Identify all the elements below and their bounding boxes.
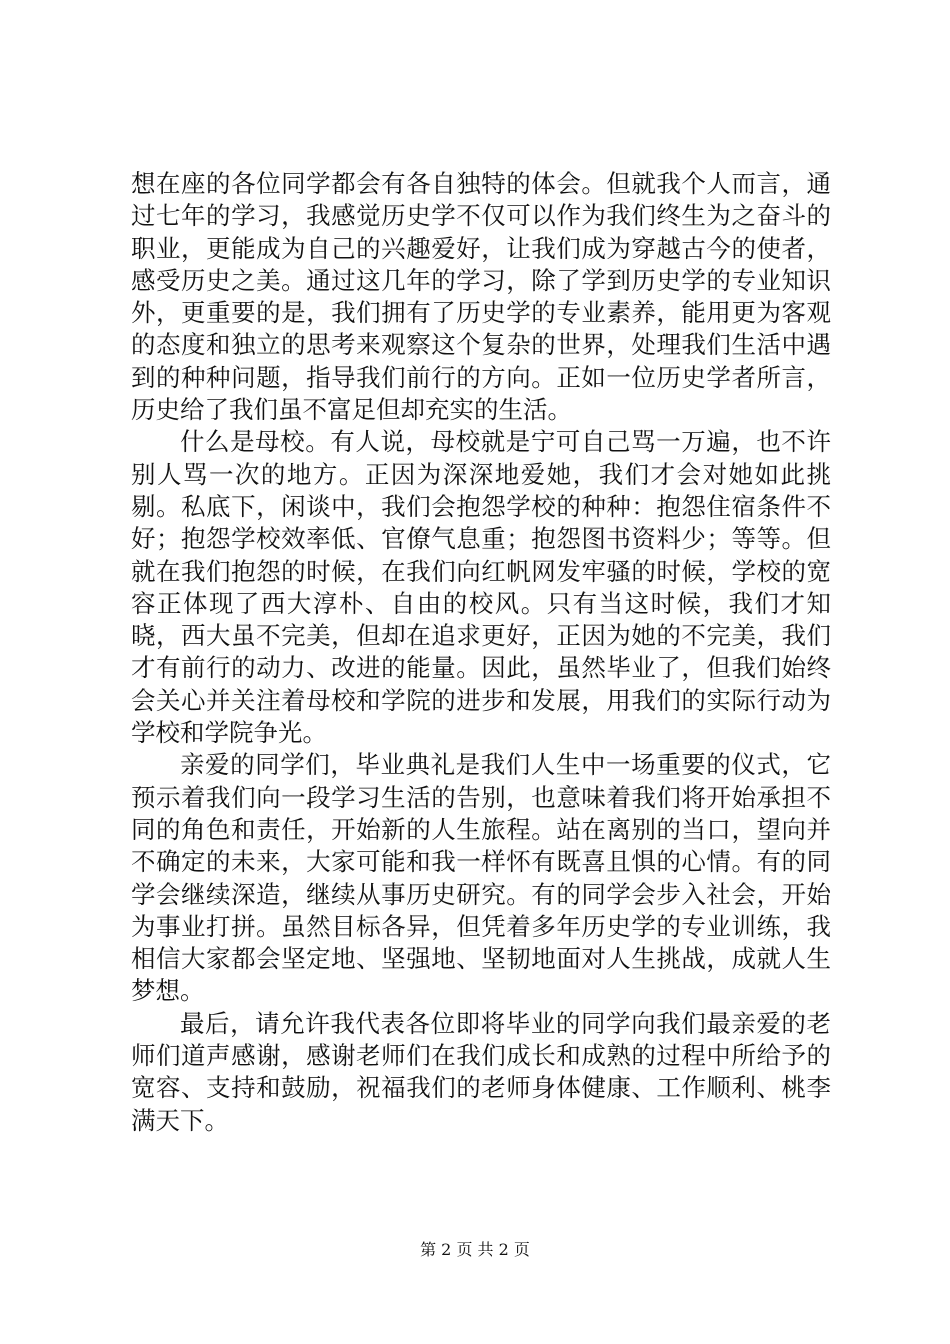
paragraph-3: 亲爱的同学们，毕业典礼是我们人生中一场重要的仪式，它预示着我们向一段学习生活的告别，也意味着我们将开始承担不同的角色和责任，开始新的人生旅程。站在离别的当口，望向并不确定的未来，大家可能和我一样怀有既喜且惧的心情。有的同学会继续深造，继续从事历史研究。有的同学会步入社会，开始为事业打拼。虽然目标各异，但凭着多年历史学的专业训练，我相信大家都会坚定地、坚强地、坚韧地面对人生挑战，成就人生梦想。 (131, 750, 831, 1006)
document-body (131, 168, 831, 1137)
paragraph-4: 最后，请允许我代表各位即将毕业的同学向我们最亲爱的老师们道声感谢，感谢老师们在我们成长和成熟的过程中所给予的宽容、支持和鼓励，祝福我们的老师身体健康、工作顺利、桃李满天下。 (131, 1008, 831, 1135)
paragraph-1: 想在座的各位同学都会有各自独特的体会。但就我个人而言，通过七年的学习，我感觉历史学不仅可以作为我们终生为之奋斗的职业，更能成为自己的兴趣爱好，让我们成为穿越古今的使者，感受历史之美。通过这几年的学习，除了学到历史学的专业知识外，更重要的是，我们拥有了历史学的专业素养，能用更为客观的态度和独立的思考来观察这个复杂的世界，处理我们生活中遇到的种种问题，指导我们前行的方向。正如一位历史学者所言，历史给了我们虽不富足但却充实的生活。 (131, 169, 831, 425)
page-number-footer: 第 2 页 共 2 页 (420, 1240, 530, 1259)
paragraph-2: 什么是母校。有人说，母校就是宁可自己骂一万遍，也不许别人骂一次的地方。正因为深深地爱她，我们才会对她如此挑剔。私底下，闲谈中，我们会抱怨学校的种种：抱怨住宿条件不好；抱怨学校效率低、官僚气息重；抱怨图书资料少；等等。但就在我们抱怨的时候，在我们向红帆网发牢骚的时候，学校的宽容正体现了西大淳朴、自由的校风。只有当这时候，我们才知晓，西大虽不完美，但却在追求更好，正因为她的不完美，我们才有前行的动力、改进的能量。因此，虽然毕业了，但我们始终会关心并关注着母校和学院的进步和发展，用我们的实际行动为学校和学院争光。 (131, 427, 831, 748)
